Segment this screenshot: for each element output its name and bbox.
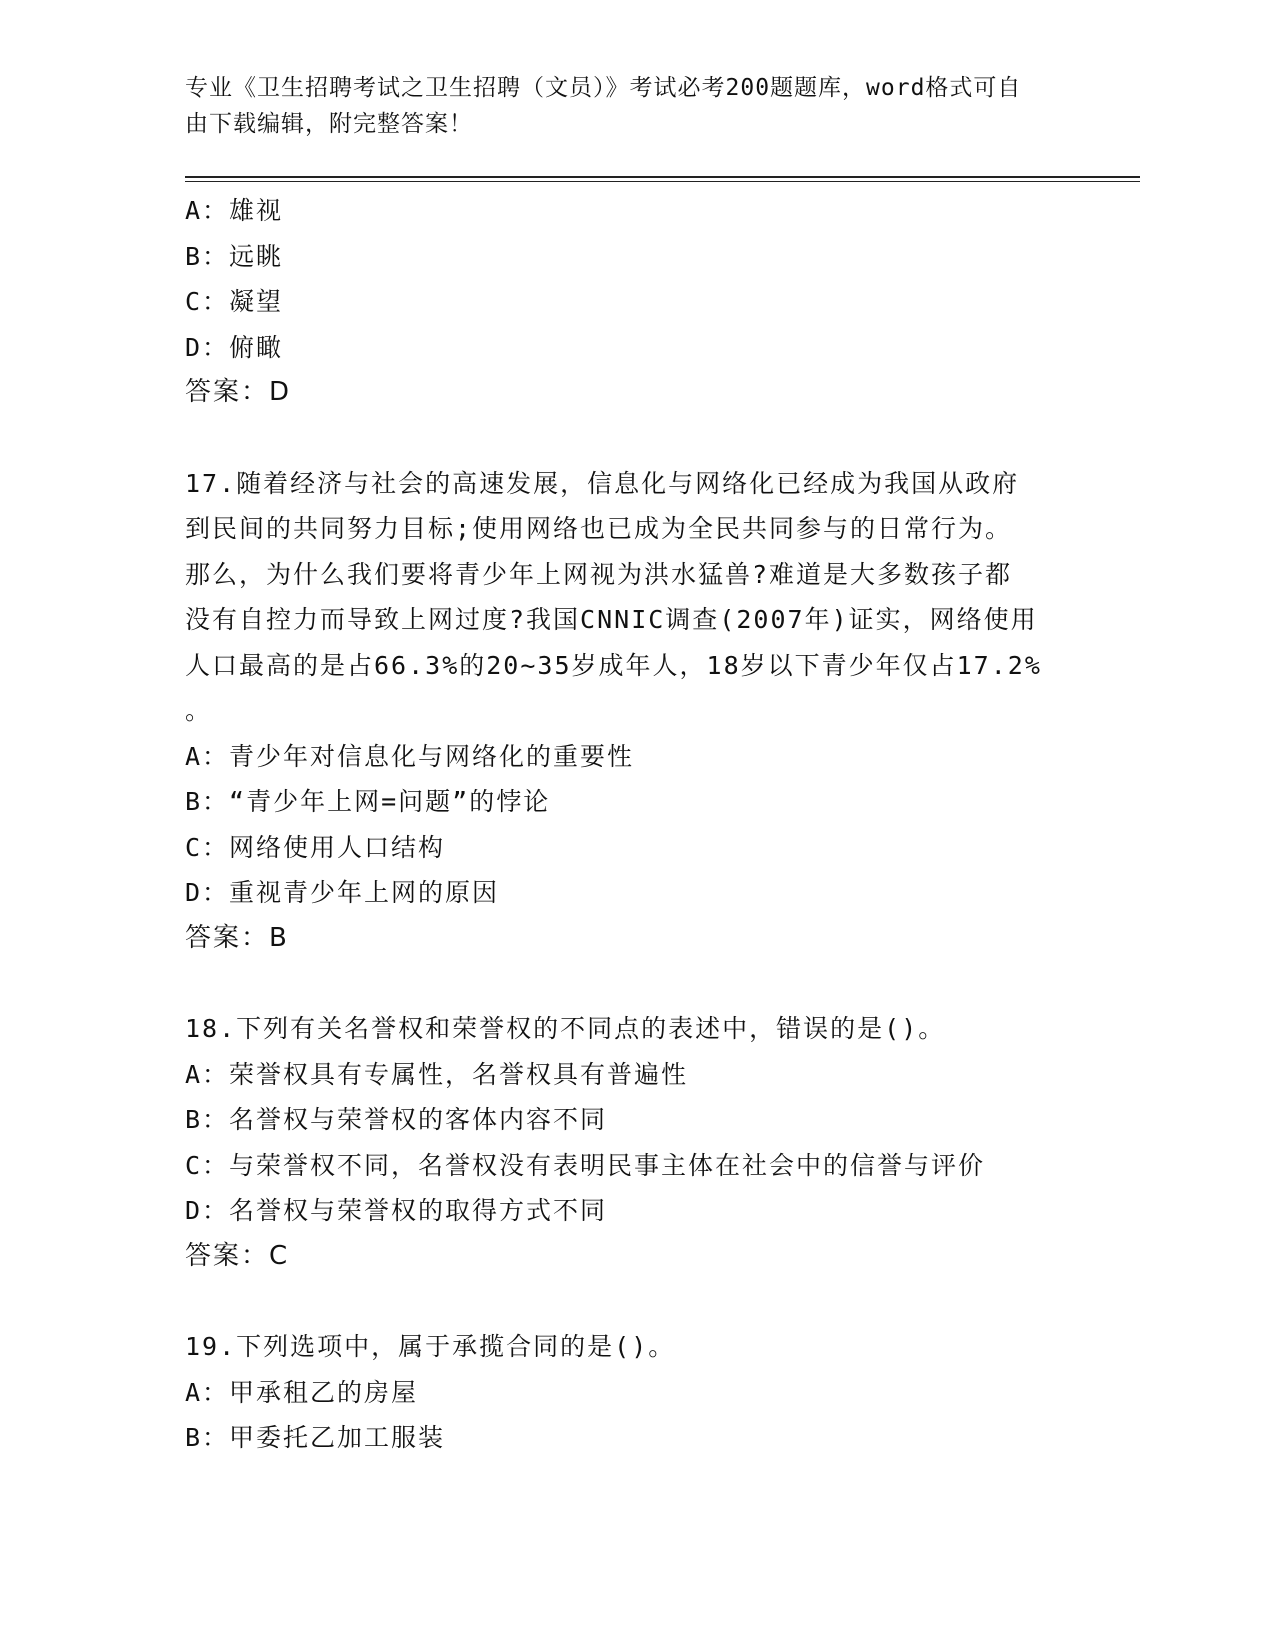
question-stem: 19.下列选项中，属于承揽合同的是()。 xyxy=(185,1332,676,1361)
answer: 答案：C xyxy=(185,1240,290,1271)
question-16 xyxy=(185,188,1085,416)
question-stem-line: 那么，为什么我们要将青少年上网视为洪水猛兽?难道是大多数孩子都 xyxy=(185,559,1013,589)
question-17 xyxy=(185,461,1085,962)
spacer xyxy=(185,1279,1085,1324)
option-a: A：青少年对信息化与网络化的重要性 xyxy=(185,741,635,771)
question-stem-line: 。 xyxy=(185,696,213,725)
option-c: C：与荣誉权不同，名誉权没有表明民事主体在社会中的信誉与评价 xyxy=(185,1150,986,1180)
question-stem: 18.下列有关名誉权和荣誉权的不同点的表述中，错误的是()。 xyxy=(185,1014,946,1043)
answer: 答案：B xyxy=(185,922,289,953)
header-divider-thin xyxy=(185,181,1140,182)
header-line-2: 由下载编辑，附完整答案！ xyxy=(185,111,473,137)
option-b: B：远眺 xyxy=(185,241,284,271)
option-d: D：名誉权与荣誉权的取得方式不同 xyxy=(185,1196,608,1225)
question-stem-line: 17.随着经济与社会的高速发展，信息化与网络化已经成为我国从政府 xyxy=(185,468,1020,498)
option-c: C：凝望 xyxy=(185,287,284,316)
option-a: A：雄视 xyxy=(185,196,284,225)
option-d: D：重视青少年上网的原因 xyxy=(185,878,500,907)
option-a: A：荣誉权具有专属性，名誉权具有普遍性 xyxy=(185,1059,689,1089)
option-a: A：甲承租乙的房屋 xyxy=(185,1377,419,1407)
option-b: B：甲委托乙加工服装 xyxy=(185,1423,446,1452)
answer: 答案：D xyxy=(185,377,292,407)
option-b: B：名誉权与荣誉权的客体内容不同 xyxy=(185,1105,608,1134)
spacer xyxy=(185,416,1085,461)
header-line-1: 专业《卫生招聘考试之卫生招聘（文员）》考试必考200题题库，word格式可自 xyxy=(185,75,1022,101)
document-body xyxy=(185,188,1085,1461)
question-18 xyxy=(185,1006,1085,1279)
spacer xyxy=(185,961,1085,1006)
question-stem-line: 没有自控力而导致上网过度?我国CNNIC调查(2007年)证实，网络使用 xyxy=(185,605,1038,634)
document-header xyxy=(185,70,1065,142)
option-c: C：网络使用人口结构 xyxy=(185,832,446,862)
option-b: B：“青少年上网=问题”的悖论 xyxy=(185,787,551,816)
question-stem-line: 到民间的共同努力目标;使用网络也已成为全民共同参与的日常行为。 xyxy=(185,514,1013,543)
question-stem-line: 人口最高的是占66.3%的20~35岁成年人，18岁以下青少年仅占17.2% xyxy=(185,650,1042,680)
question-19 xyxy=(185,1324,1085,1461)
option-d: D：俯瞰 xyxy=(185,332,284,362)
header-divider-thick xyxy=(185,176,1140,178)
